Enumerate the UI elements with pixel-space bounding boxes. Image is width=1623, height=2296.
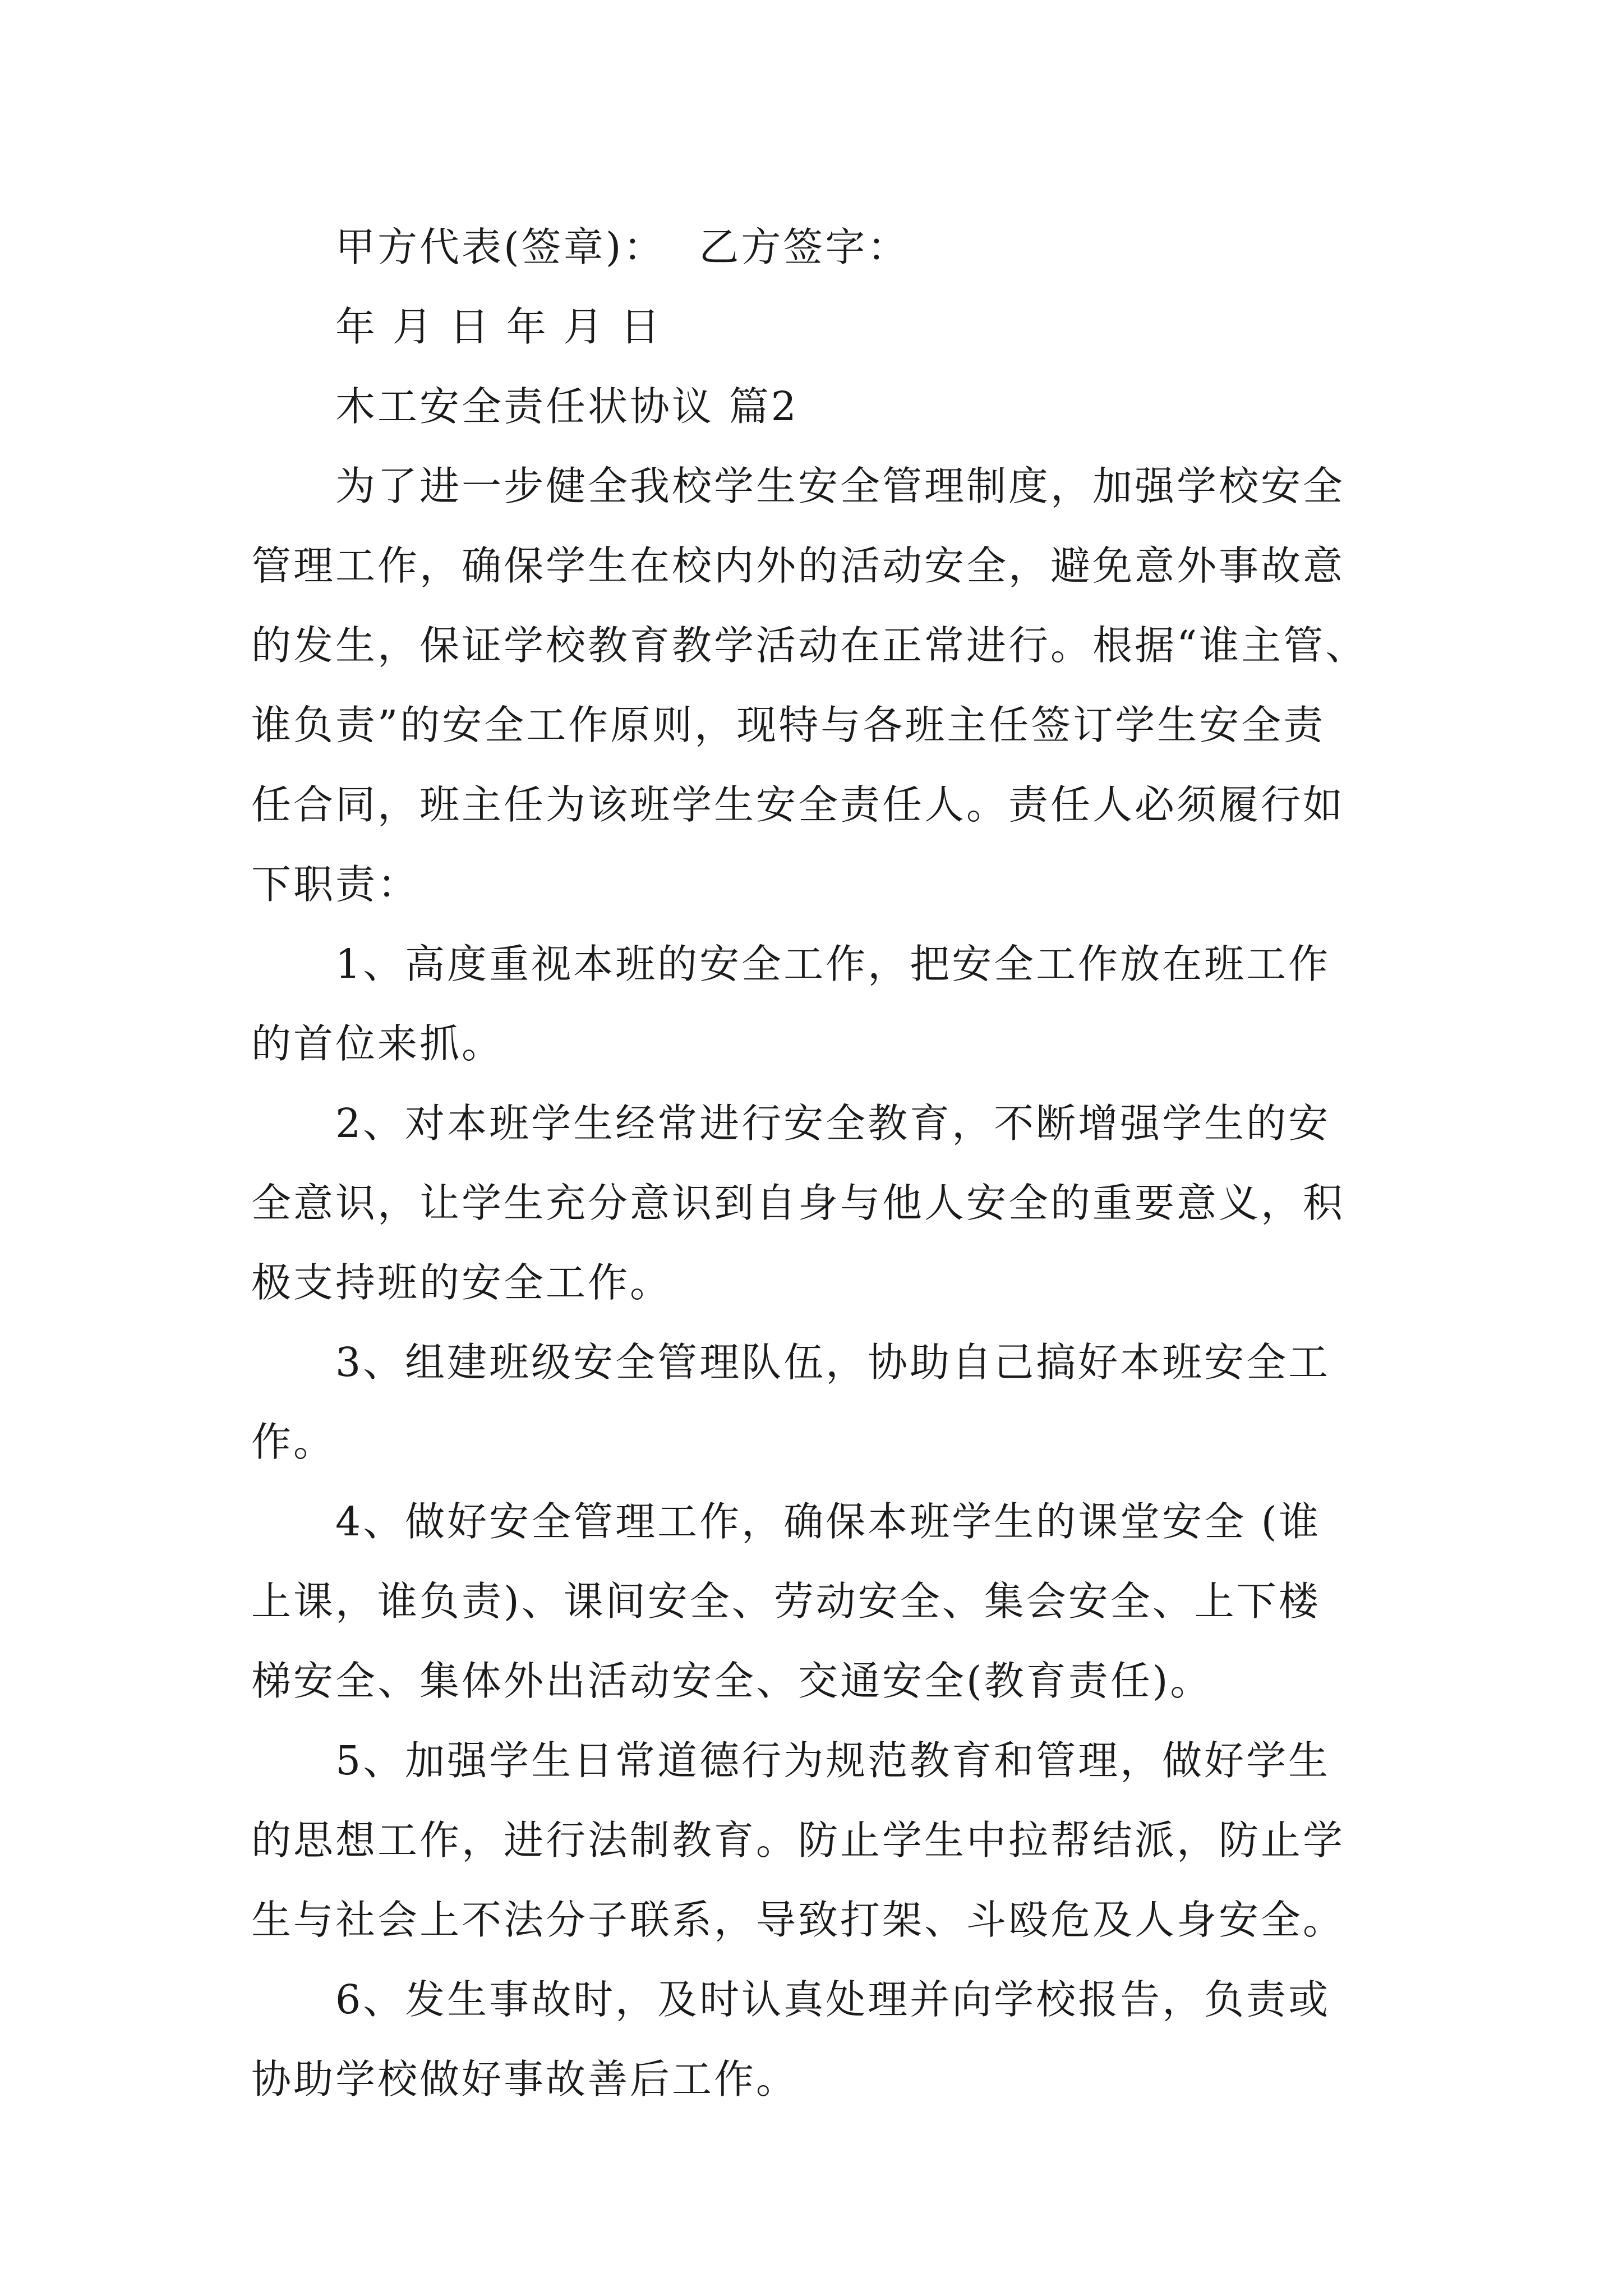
- paragraph-line: 上课，谁负责)、课间安全、劳动安全、集会安全、上下楼: [251, 1578, 1321, 1625]
- duty-item-6: [251, 1960, 1378, 2119]
- paragraph-line: 极支持班的安全工作。: [251, 1259, 672, 1306]
- duty-item-2: [251, 1084, 1378, 1323]
- paragraph-line: 6、发生事故时，及时认真处理并向学校报告，负责或: [335, 1976, 1331, 2023]
- paragraph-line: 任合同，班主任为该班学生安全责任人。责任人必须履行如: [251, 781, 1345, 828]
- date-line: 年 月 日 年 月 日: [335, 303, 662, 350]
- party-a-signature-label: 甲方代表(签章)：: [335, 224, 666, 270]
- paragraph-line: 3、组建班级安全管理队伍，协助自己搞好本班安全工: [335, 1339, 1331, 1386]
- paragraph-line: 为了进一步健全我校学生安全管理制度，加强学校安全: [335, 463, 1345, 509]
- paragraph-line: 管理工作，确保学生在校内外的活动安全，避免意外事故意: [251, 542, 1345, 589]
- duty-item-3: [251, 1323, 1378, 1482]
- paragraph-line: 的发生，保证学校教育教学活动在正常进行。根据“谁主管、: [251, 622, 1368, 669]
- duty-item-4: [251, 1482, 1378, 1721]
- paragraph-line: 的思想工作，进行法制教育。防止学生中拉帮结派，防止学: [251, 1817, 1345, 1864]
- signature-line: [251, 208, 1378, 287]
- intro-paragraph: [251, 447, 1378, 924]
- paragraph-line: 2、对本班学生经常进行安全教育，不断增强学生的安: [335, 1100, 1331, 1147]
- paragraph-line: 1、高度重视本班的安全工作，把安全工作放在班工作: [335, 941, 1331, 987]
- paragraph-line: 生与社会上不法分子联系，导致打架、斗殴危及人身安全。: [251, 1897, 1345, 1943]
- paragraph-line: 全意识，让学生充分意识到自身与他人安全的重要意义，积: [251, 1180, 1345, 1226]
- document-body: [251, 208, 1378, 2119]
- duty-item-5: [251, 1721, 1378, 1960]
- duty-item-1: [251, 924, 1378, 1084]
- paragraph-line: 作。: [251, 1419, 336, 1465]
- paragraph-line: 谁负责”的安全工作原则，现特与各班主任签订学生安全责: [251, 702, 1326, 748]
- paragraph-line: 协助学校做好事故善后工作。: [251, 2056, 799, 2102]
- paragraph-line: 4、做好安全管理工作，确保本班学生的课堂安全 (谁: [335, 1498, 1321, 1545]
- paragraph-line: 的首位来抓。: [251, 1020, 504, 1067]
- paragraph-line: 5、加强学生日常道德行为规范教育和管理，做好学生: [335, 1737, 1331, 1784]
- section-title: 木工安全责任状协议 篇2: [335, 383, 799, 430]
- paragraph-line: 梯安全、集体外出活动安全、交通安全(教育责任)。: [251, 1658, 1212, 1704]
- party-b-signature-label: 乙方签字：: [699, 224, 910, 270]
- paragraph-line: 下职责：: [251, 861, 420, 908]
